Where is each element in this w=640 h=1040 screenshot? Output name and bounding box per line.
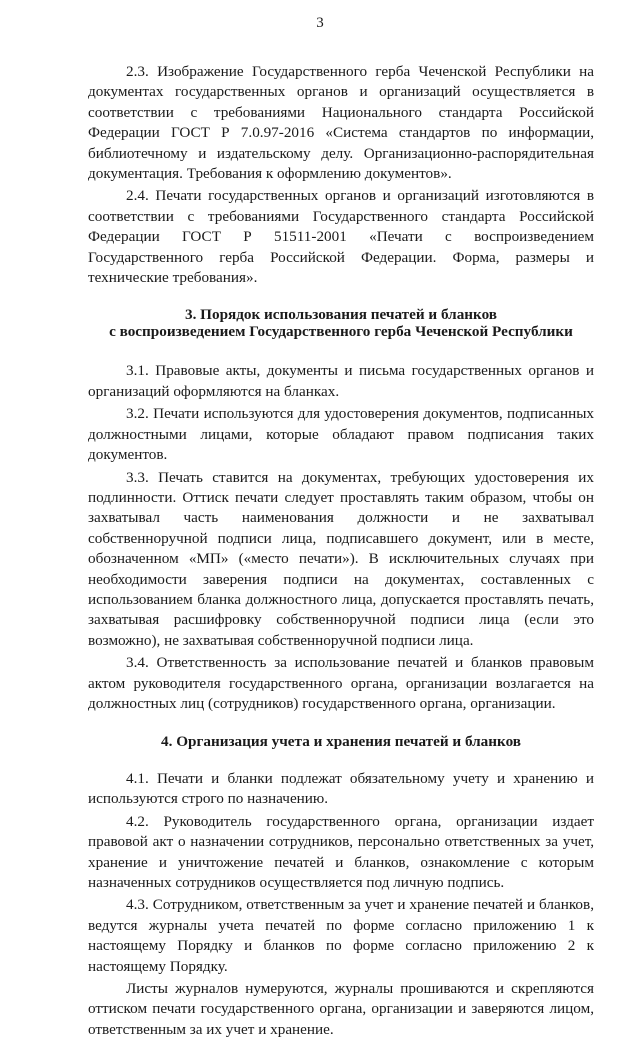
paragraph-2-3: 2.3. Изображение Государственного герба Чеченской Республики на документах государственных органов и организаций осуществляется в соответствии с требованиями Национального стандарта Российской Федерации ГОСТ Р 7.0.97-2016 «Система стандартов по информации, библиотечному и издательскому делу. Организационно-распорядительная документация. Требования к оформлению документов». <box>88 63 594 183</box>
section-4-heading <box>88 734 594 751</box>
paragraph-3-4: 3.4. Ответственность за использование печатей и бланков правовым актом руководителя государственного органа, организации возлагается на должностных лиц (сотрудников) государственного органа, организации. <box>88 654 594 712</box>
paragraph-4-2: 4.2. Руководитель государственного органа, организации издает правовой акт о назначении сотрудников, персонально ответственных за учет, хранение и уничтожение печатей и бланков, ознакомление с которым назначенных сотрудников осуществляется под личную подпись. <box>88 812 594 891</box>
section-3-heading-line-2: с воспроизведением Государственного герба Чеченской Республики <box>109 322 573 340</box>
paragraph-4-1: 4.1. Печати и бланки подлежат обязательному учету и хранению и используются строго по назначению. <box>88 769 594 808</box>
paragraph-journal-sheets: Листы журналов нумеруются, журналы прошиваются и скрепляются оттиском печати государственного органа, организации и заверяются лицом, ответственным за их учет и хранение. <box>88 979 594 1038</box>
section-3-heading <box>88 307 594 340</box>
section-4-heading-text: 4. Организация учета и хранения печатей и бланков <box>161 733 521 751</box>
paragraph-4-3: 4.3. Сотрудником, ответственным за учет и хранение печатей и бланков, ведутся журналы учета печатей по форме согласно приложению 1 к настоящему Порядку и бланков по форме согласно приложению 2 к настоящему Порядку. <box>88 896 594 975</box>
paragraph-3-2: 3.2. Печати используются для удостоверения документов, подписанных должностными лицами, которые обладают правом подписания таких документов. <box>88 405 594 464</box>
paragraph-3-1: 3.1. Правовые акты, документы и письма государственных органов и организаций оформляются на бланках. <box>88 362 594 400</box>
document-body <box>88 62 594 1040</box>
paragraph-2-4: 2.4. Печати государственных органов и организаций изготовляются в соответствии с требованиями Государственного стандарта Российской Федерации ГОСТ Р 51511-2001 «Печати с воспроизведением Государственного герба Российской Федерации. Форма, размеры и технические требования». <box>88 187 594 287</box>
page-number: 3 <box>316 15 324 31</box>
paragraph-3-3: 3.3. Печать ставится на документах, требующих удостоверения их подлинности. Оттиск печати следует проставлять таким образом, чтобы он захватывал часть наименования должности и не захватывал собственноручной подписи лица, подписавшего документ, или в месте, обозначенном «МП» («место печати»). В исключительных случаях при необходимости заверения подписи на документах, составленных с использованием бланка должностного лица, допускается проставлять печать, захватывая расшифровку собственноручной подписи лица (если это возможно), не захватывая собственноручной подписи лица. <box>88 468 594 649</box>
section-3-heading-line-1: 3. Порядок использования печатей и бланков <box>184 306 498 324</box>
